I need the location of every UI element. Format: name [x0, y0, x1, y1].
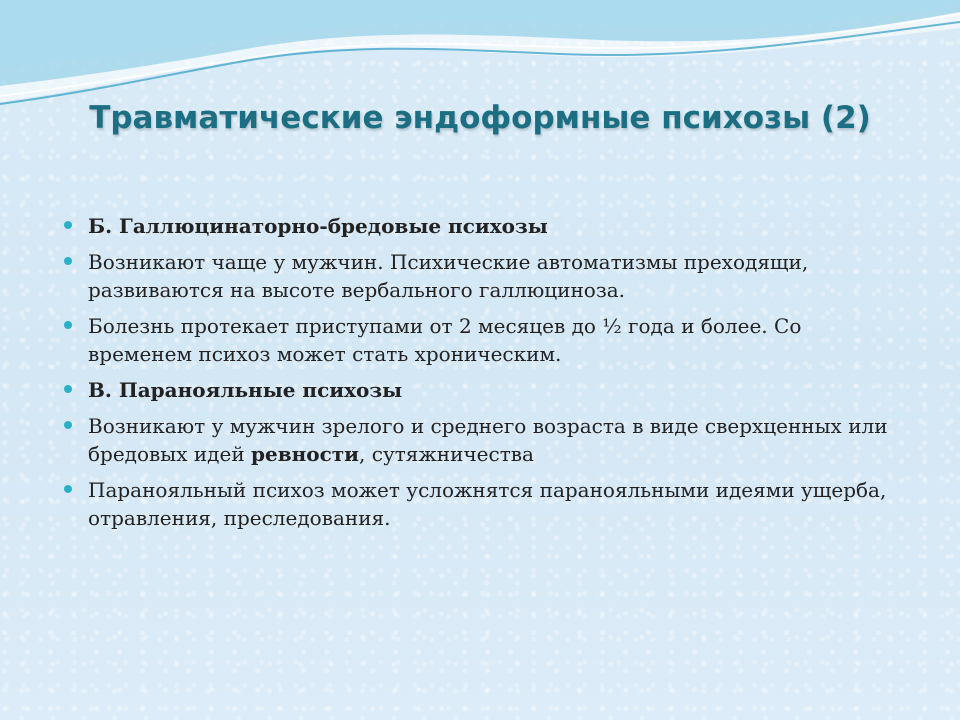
- bullet-icon: [64, 485, 72, 493]
- list-item-text: Болезнь протекает приступами от 2 месяцев до ½ года и более. Со временем психоз может стать хроническим.: [88, 314, 802, 366]
- bullet-icon: [64, 257, 72, 265]
- section-heading: Б. Галлюцинаторно-бредовые психозы: [88, 214, 548, 238]
- bullet-icon: [64, 421, 72, 429]
- bullet-list: [60, 212, 900, 540]
- list-item: [60, 412, 900, 468]
- list-item: [60, 376, 900, 404]
- list-item: [60, 312, 900, 368]
- list-item-text: Паранояльный психоз может усложнятся паранояльными идеями ущерба, отравления, преследования.: [88, 478, 887, 530]
- list-item-text: Возникают чаще у мужчин. Психические автоматизмы преходящи, развиваются на высоте вербального галлюциноза.: [88, 250, 809, 302]
- slide-title: Травматические эндоформные психозы (2): [89, 100, 871, 136]
- emphasis-text: ревности: [251, 442, 360, 466]
- section-heading: В. Паранояльные психозы: [88, 378, 403, 402]
- list-item-text: Возникают у мужчин зрелого и среднего возраста в виде сверхценных или бредовых идей: [88, 414, 888, 466]
- list-item-text: , сутяжничества: [359, 442, 534, 466]
- list-item: [60, 248, 900, 304]
- bullet-icon: [64, 321, 72, 329]
- list-item: [60, 476, 900, 532]
- bullet-icon: [64, 385, 72, 393]
- list-item: [60, 212, 900, 240]
- bullet-icon: [64, 221, 72, 229]
